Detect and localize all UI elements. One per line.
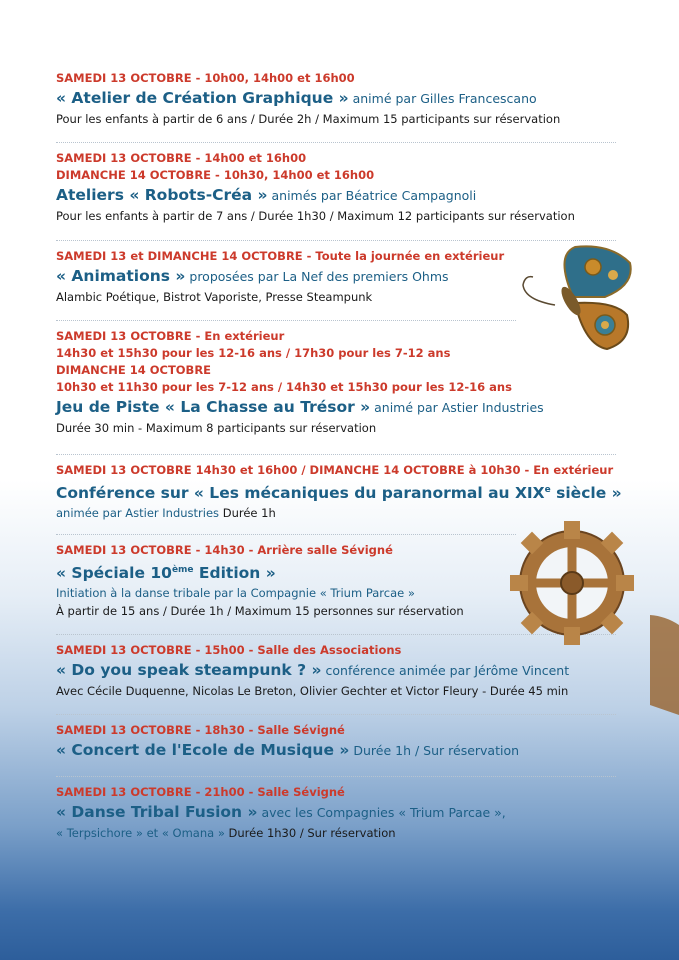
event-title: Ateliers « Robots-Créa » animés par Béatrice Campagnoli	[56, 186, 477, 204]
event-title: « Atelier de Création Graphique » animé par Gilles Francescano	[56, 89, 537, 107]
event-title: « Concert de l'Ecole de Musique » Durée 1h / Sur réservation	[56, 741, 520, 759]
event-robots-crea	[56, 150, 626, 225]
event-date-2: 14h30 et 15h30 pour les 12-16 ans / 17h30 pour les 7-12 ans	[56, 346, 451, 360]
event-date-4: 10h30 et 11h30 pour les 7-12 ans / 14h30 et 15h30 pour les 12-16 ans	[56, 380, 512, 394]
event-title: « Spéciale 10ème Edition »	[56, 564, 276, 583]
gear-illustration	[500, 515, 679, 715]
event-date: SAMEDI 13 OCTOBRE 14h30 et 16h00 / DIMANCHE 14 OCTOBRE à 10h30 - En extérieur	[56, 463, 614, 477]
event-detail: animée par Astier Industries Durée 1h	[56, 506, 276, 521]
event-date: SAMEDI 13 OCTOBRE - 21h00 - Salle Sévigné	[56, 785, 345, 799]
separator	[56, 240, 616, 241]
event-title: « Animations » proposées par La Nef des premiers Ohms	[56, 267, 449, 285]
butterfly-illustration	[515, 245, 640, 355]
event-detail: Avec Cécile Duquenne, Nicolas Le Breton, Olivier Gechter et Victor Fleury - Durée 45 min	[56, 684, 569, 698]
event-detail-blue: Initiation à la danse tribale par la Compagnie « Trium Parcae »	[56, 586, 415, 601]
separator	[56, 454, 616, 455]
event-date: SAMEDI 13 et DIMANCHE 14 OCTOBRE - Toute la journée en extérieur	[56, 249, 505, 263]
event-date: SAMEDI 13 OCTOBRE - 15h00 - Salle des Associations	[56, 643, 402, 657]
event-date: SAMEDI 13 OCTOBRE - 10h00, 14h00 et 16h00	[56, 71, 355, 85]
separator	[56, 776, 616, 777]
event-title: Jeu de Piste « La Chasse au Trésor » animé par Astier Industries	[56, 398, 544, 416]
event-date: SAMEDI 13 OCTOBRE - 14h30 - Arrière salle Sévigné	[56, 543, 393, 557]
event-date-2: DIMANCHE 14 OCTOBRE - 10h30, 14h00 et 16h00	[56, 168, 375, 182]
event-detail: Alambic Poétique, Bistrot Vaporiste, Presse Steampunk	[56, 290, 373, 304]
event-atelier-graphique	[56, 70, 626, 128]
event-date: SAMEDI 13 OCTOBRE - 14h00 et 16h00	[56, 151, 307, 165]
event-detail: Pour les enfants à partir de 7 ans / Durée 1h30 / Maximum 12 participants sur réservation	[56, 209, 575, 223]
event-danse-tribal	[56, 784, 626, 842]
separator	[56, 320, 516, 321]
event-date: SAMEDI 13 OCTOBRE - 18h30 - Salle Sévigné	[56, 723, 345, 737]
event-detail: À partir de 15 ans / Durée 1h / Maximum 15 personnes sur réservation	[56, 604, 464, 619]
event-date: SAMEDI 13 OCTOBRE - En extérieur	[56, 329, 285, 343]
event-conference-paranormal	[56, 462, 626, 522]
separator	[56, 142, 616, 143]
event-detail: Durée 30 min - Maximum 8 participants sur réservation	[56, 421, 377, 435]
event-title: « Danse Tribal Fusion » avec les Compagnies « Trium Parcae »,	[56, 803, 506, 821]
separator	[56, 534, 516, 535]
event-concert	[56, 722, 626, 762]
event-date-3: DIMANCHE 14 OCTOBRE	[56, 363, 212, 377]
event-title: Conférence sur « Les mécaniques du paranormal au XIXe siècle »	[56, 484, 622, 503]
event-detail: « Terpsichore » et « Omana » Durée 1h30 / Sur réservation	[56, 826, 396, 840]
event-detail: Pour les enfants à partir de 6 ans / Durée 2h / Maximum 15 participants sur réservation	[56, 112, 561, 126]
event-title: « Do you speak steampunk ? » conférence animée par Jérôme Vincent	[56, 661, 570, 679]
